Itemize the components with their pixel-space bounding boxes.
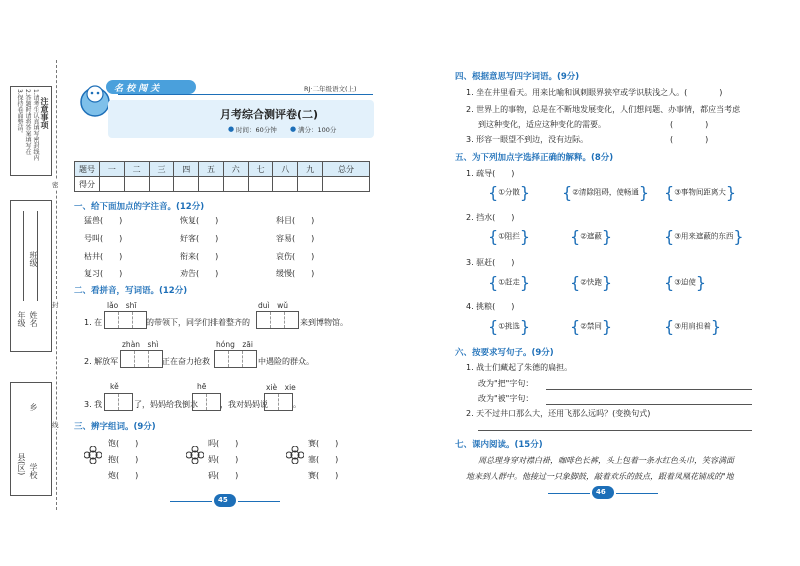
section-6-title: 六、按要求写句子。(9分) — [455, 348, 554, 358]
sec3-item: 赛( ) — [308, 471, 339, 480]
writing-grid[interactable] — [214, 350, 257, 368]
sec2-q2-end: 中遇险的群众。 — [258, 357, 314, 366]
sec4-item: ( ) — [670, 120, 709, 129]
page-title: 月考综合测评卷(二) — [220, 108, 319, 121]
sec6-q1: 1. 战士们藏起了朱德的扁担。 — [466, 363, 573, 372]
page-number: 46 — [596, 488, 606, 496]
sec5-stem: 1. 疏导( ) — [466, 169, 515, 178]
option[interactable]: {③迫使} — [664, 273, 707, 292]
score-label: 满分：100分 — [298, 126, 337, 134]
score-input[interactable] — [174, 177, 199, 192]
sec1-item: 好客( ) — [180, 234, 219, 243]
class-label: 班级 — [29, 251, 38, 267]
sec3-item: 码( ) — [208, 471, 239, 480]
option[interactable]: {③事物间距离大} — [664, 183, 737, 202]
flower-icon — [186, 446, 204, 464]
name-label: 姓名 — [29, 311, 38, 327]
sec1-item: 哀伤( ) — [276, 252, 315, 261]
writing-grid[interactable] — [104, 311, 147, 329]
sec6-ba-label: 改为"把"字句： — [478, 379, 534, 388]
sec1-item: 号叫( ) — [84, 234, 123, 243]
score-input[interactable] — [223, 177, 248, 192]
writing-grid[interactable] — [256, 311, 299, 329]
sec3-item: 赛( ) — [308, 439, 339, 448]
notice-line: 1.请考生认真填写密封线内 — [32, 89, 39, 161]
section-2-title: 二、看拼音，写词语。(12分) — [74, 286, 188, 296]
score-table — [74, 161, 370, 192]
banner-text: 名 校 闯 关 — [114, 84, 160, 94]
pinyin: hóng zāi — [216, 340, 253, 349]
writing-grid[interactable] — [192, 393, 221, 411]
student-info-box — [10, 200, 52, 352]
sec1-item: 恢复( ) — [180, 216, 219, 225]
sec2-q1-end: 来到博物馆。 — [300, 318, 348, 327]
sec1-item: 劝告( ) — [180, 269, 219, 278]
edition-label: RJ·二年级语文(上) — [304, 85, 357, 93]
school-label: 学校 — [29, 463, 38, 479]
option[interactable]: {②遮蔽} — [570, 227, 613, 246]
sec3-item: 吗( ) — [208, 439, 239, 448]
option[interactable]: {②禁同} — [570, 317, 613, 336]
table-cell: 三 — [149, 162, 174, 177]
score-input[interactable] — [248, 177, 273, 192]
flower-icon — [84, 446, 102, 464]
seal-word: 线 — [52, 421, 59, 429]
section-7-title: 七、课内阅读。(15分) — [455, 440, 543, 450]
sec2-q3-mid1: 了，妈妈给我倒水 — [134, 400, 198, 409]
sec2-q3-end: 。 — [293, 400, 301, 409]
pinyin: xiè xie — [266, 383, 296, 392]
section-1-title: 一、给下面加点的字注音。(12分) — [74, 202, 205, 212]
sec1-item: 猛兽( ) — [84, 216, 123, 225]
sec3-item: 饱( ) — [108, 439, 139, 448]
flower-icon — [286, 446, 304, 464]
pinyin: kě — [110, 382, 119, 391]
table-cell: 六 — [223, 162, 248, 177]
sec6-bei-label: 改为"被"字句： — [478, 394, 534, 403]
seal-line — [56, 60, 57, 510]
table-cell: 一 — [100, 162, 125, 177]
sec1-item: 缓慢( ) — [276, 269, 315, 278]
option[interactable]: {①挑选} — [488, 317, 531, 336]
score-input[interactable] — [273, 177, 298, 192]
table-cell: 题号 — [75, 162, 100, 177]
option[interactable]: {①赶走} — [488, 273, 531, 292]
sec4-item: 1. 坐在井里看天。用来比喻和讽刺眼界狭窄或学识肤浅之人。( ) — [466, 88, 723, 97]
table-cell: 九 — [298, 162, 323, 177]
sec4-item: ( ) — [670, 135, 709, 144]
option[interactable]: {②快跑} — [570, 273, 613, 292]
score-input[interactable] — [298, 177, 323, 192]
pinyin: duì wǔ — [258, 301, 288, 310]
notice-box — [10, 86, 52, 176]
sec4-item: 3. 形容一眼望不到边，没有边际。 — [466, 135, 589, 144]
seal-word: 封 — [52, 301, 59, 309]
sec1-item: 科目( ) — [276, 216, 315, 225]
notice-line: 2.答题时请将答案填写在 — [24, 89, 31, 155]
sec3-item: 抱( ) — [108, 455, 139, 464]
score-table-score-row — [75, 177, 370, 192]
pinyin: lǎo shī — [107, 301, 137, 310]
writing-grid[interactable] — [264, 393, 293, 411]
notice-line: 3.保持卷面整洁。 — [16, 89, 23, 137]
reading-paragraph: 地来到人群中。他接过一只象脚鼓，敲着欢乐的鼓点，跟着凤凰花铺成的"地 — [466, 472, 734, 481]
school-info-box — [10, 382, 52, 496]
answer-line[interactable] — [478, 430, 752, 431]
sec2-q1-num: 1. 在 — [84, 318, 103, 327]
score-input[interactable] — [124, 177, 149, 192]
footer-ornament-left — [170, 496, 280, 506]
table-cell: 七 — [248, 162, 273, 177]
pinyin: zhàn shì — [122, 340, 159, 349]
table-cell: 四 — [174, 162, 199, 177]
score-icon: ● — [290, 125, 297, 133]
section-5-title: 五、为下列加点字选择正确的解释。(8分) — [455, 153, 614, 163]
sec6-q2: 2. 天不过井口那么大，还用飞那么远吗？(变换句式) — [466, 409, 651, 418]
writing-grid[interactable] — [120, 350, 163, 368]
option[interactable]: {③用来遮蔽的东西} — [664, 227, 744, 246]
option[interactable]: {①阻拦} — [488, 227, 531, 246]
answer-line[interactable] — [546, 404, 752, 405]
left-margin — [0, 0, 62, 566]
page-number: 45 — [218, 496, 228, 504]
time-label: 时间：60分钟 — [236, 126, 277, 134]
header-banner — [78, 76, 374, 144]
reading-paragraph: 周总理身穿对襟白褂，咖啡色长裤，头上包着一条水红色头巾，笑容满面 — [478, 456, 734, 465]
sec1-item: 衔来( ) — [180, 252, 219, 261]
sec4-item: 2. 世界上的事物，总是在不断地发展变化，人们想问题、办事情，都应当考虑 — [466, 105, 741, 114]
score-input[interactable] — [323, 177, 370, 192]
option[interactable]: {①分散} — [488, 183, 531, 202]
score-input[interactable] — [149, 177, 174, 192]
county-label: 县(区) — [17, 453, 26, 476]
footer-ornament-right — [548, 488, 658, 498]
table-cell: 总分 — [323, 162, 370, 177]
sec1-item: 枯井( ) — [84, 252, 123, 261]
sec2-q2-mid: 正在奋力抢救 — [162, 357, 210, 366]
table-cell: 五 — [199, 162, 224, 177]
sec3-item: 炮( ) — [108, 471, 139, 480]
sec5-stem: 2. 挡水( ) — [466, 213, 515, 222]
header-rule — [118, 94, 373, 95]
sec5-stem: 3. 驱赶( ) — [466, 258, 515, 267]
answer-line[interactable] — [546, 389, 752, 390]
seal-word: 密 — [52, 181, 59, 189]
table-cell: 得分 — [75, 177, 100, 192]
town-label: 乡 — [29, 403, 38, 411]
grade-label: 年级 — [17, 311, 26, 327]
sec4-item: 到这种变化，适应这种变化的需要。 — [478, 120, 606, 129]
notice-title: 注意事项 — [40, 97, 49, 129]
sec2-q3-num: 3. 我 — [84, 400, 103, 409]
score-table-header-row — [75, 162, 370, 177]
table-cell: 八 — [273, 162, 298, 177]
score-input[interactable] — [100, 177, 125, 192]
option[interactable]: {③用肩担着} — [664, 317, 722, 336]
clock-icon: ● — [228, 125, 235, 133]
sec3-item: 塞( ) — [308, 455, 339, 464]
table-cell: 二 — [124, 162, 149, 177]
sec5-stem: 4. 挑粮( ) — [466, 302, 515, 311]
sec2-q1-mid: 的带领下，同学们排着整齐的 — [146, 318, 250, 327]
sec2-q2-num: 2. 解放军 — [84, 357, 119, 366]
option[interactable]: {②清除阻碍，使畅通} — [562, 183, 650, 202]
section-3-title: 三、辨字组词。(9分) — [74, 422, 156, 432]
pinyin: hē — [197, 382, 207, 391]
section-4-title: 四、根据意思写四字词语。(9分) — [455, 72, 580, 82]
sec1-item: 容易( ) — [276, 234, 315, 243]
sec3-item: 妈( ) — [208, 455, 239, 464]
sec1-item: 复习( ) — [84, 269, 123, 278]
score-input[interactable] — [199, 177, 224, 192]
writing-grid[interactable] — [104, 393, 133, 411]
sec2-q3-mid2: ，我对妈妈说 — [220, 400, 268, 409]
